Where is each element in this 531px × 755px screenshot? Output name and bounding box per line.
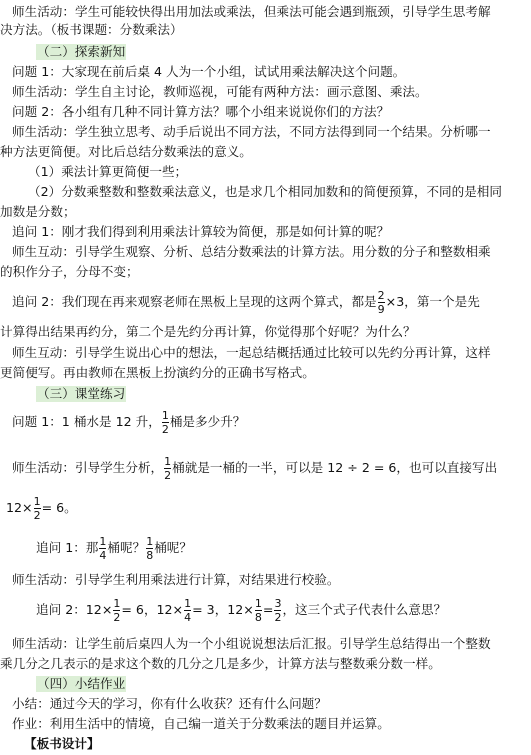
fraction: $\frac{3}{2}$ [274,597,282,624]
fraction: $\frac{1}{2}$ [33,495,41,522]
fraction: $\frac{1}{8}$ [254,597,262,624]
list-item: （2）分数乘整数和整数乘法意义，也是求几个相同加数和的简便预算，不同的是相同 [28,184,502,199]
fraction: $\frac{1}{8}$ [146,535,154,562]
paragraph-line: 决方法。（板书课题：分数乘法） [0,22,183,37]
paragraph-line: 的积作分子，分母不变； [0,264,139,279]
paragraph-line-with-fraction: 12× $\frac{1}{2}$ = 6。 [6,495,77,522]
paragraph-line: 小结：通过今天的学习，你有什么收获？还有什么问题？ [12,696,327,711]
fraction: $\frac{1}{4}$ [99,535,107,562]
fraction: $\frac{1}{2}$ [113,597,121,624]
paragraph-line: 师生活动：让学生前后桌四人为一个小组说说想法后汇报。引导学生总结得出一个整数 [12,636,491,651]
paragraph-line: 师生活动：学生自主讨论，教师巡视，可能有两种方法：画示意图、乘法。 [12,84,428,99]
paragraph-line: 追问 1：刚才我们得到利用乘法计算较为简便，那是如何计算的呢？ [12,224,390,239]
section-heading-explore: （二）探索新知 [37,44,126,59]
paragraph-line: 种方法更简便。对比后总结分数乘法的意义。 [0,144,252,159]
section-heading-practice: （三）课堂练习 [37,386,126,401]
paragraph-line: 师生活动：引导学生利用乘法进行计算，对结果进行校验。 [12,572,340,587]
board-design-heading: 【板书设计】 [24,736,100,751]
paragraph-line: 计算得出结果再约分，第二个是先约分再计算，你觉得那个好呢？为什么？ [0,324,416,339]
paragraph-line: 加数是分数； [0,204,76,219]
paragraph-line-with-fraction: 问题 1：1 桶水是 12 升， $\frac{1}{2}$ 桶是多少升？ [12,409,246,436]
fraction: $\frac{2}{9}$ [377,289,385,316]
paragraph-line: 问题 1：大家现在前后桌 4 人为一个小组，试试用乘法解决这个问题。 [12,64,406,79]
fraction: $\frac{1}{4}$ [184,597,192,624]
fraction: $\frac{1}{2}$ [164,455,172,482]
fraction: $\frac{1}{2}$ [161,409,169,436]
paragraph-line: 作业：利用生活中的情境，自己编一道关于分数乘法的题目并运算。 [12,716,390,731]
paragraph-line-with-fraction: 师生活动：引导学生分析， $\frac{1}{2}$ 桶就是一桶的一半，可以是 12 ÷ 2 = 6，也可以直接写出 [12,455,498,482]
paragraph-line: 更简便写。再由教师在黑板上扮演约分的正确书写格式。 [0,365,315,380]
paragraph-line-with-fraction: 追问 2：12× $\frac{1}{2}$ = 6，12× $\frac{1}{4}$ = 3，12× $\frac{1}{8}$ = $\frac{3}{2}$ ，这三个式子代表什么意思？ [36,597,447,624]
paragraph-line: 师生互动：引导学生说出心中的想法，一起总结概括通过比较可以先约分再计算，这样 [12,345,491,360]
paragraph-line: 师生活动：学生可能较快得出用加法或乘法，但乘法可能会遇到瓶颈，引导学生思考解 [12,4,491,19]
paragraph-line: 问题 2：各小组有几种不同计算方法？哪个小组来说说你们的方法？ [12,104,390,119]
paragraph-line: 师生互动：引导学生观察、分析、总结分数乘法的计算方法。用分数的分子和整数相乘 [12,244,491,259]
paragraph-line-with-fraction: 追问 1：那 $\frac{1}{4}$ 桶呢？ $\frac{1}{8}$ 桶呢？ [36,535,192,562]
section-heading-summary: （四）小结作业 [37,676,126,691]
paragraph-line-with-fraction: 追问 2：我们现在再来观察老师在黑板上呈现的这两个算式，都是 $\frac{2}{9}$ ×3，第一个是先 [12,289,480,316]
list-item: （1）乘法计算更简便一些； [28,164,188,179]
paragraph-line: 师生活动：学生独立思考、动手后说出不同方法，不同方法得到同一个结果。分析哪一 [12,124,491,139]
paragraph-line: 乘几分之几表示的是求这个数的几分之几是多少，计算方法与整数乘分数一样。 [0,656,441,671]
